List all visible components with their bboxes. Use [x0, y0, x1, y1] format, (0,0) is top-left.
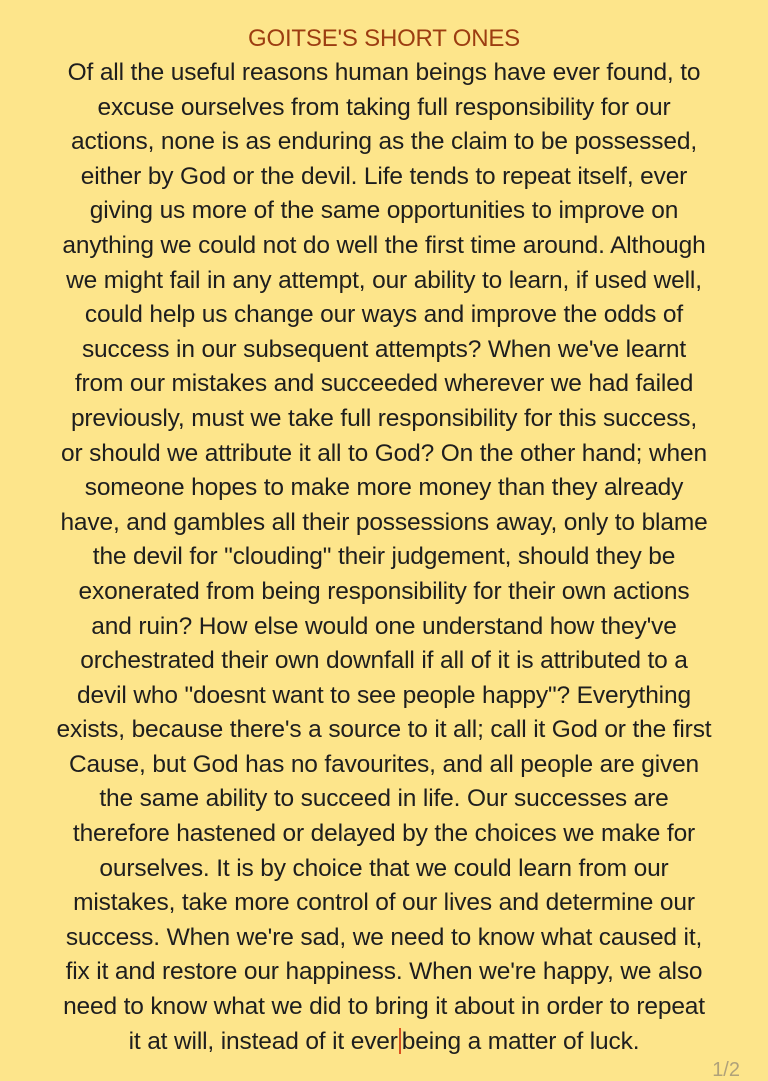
- note-body-text-end: being a matter of luck.: [401, 1027, 640, 1055]
- page-indicator: 1/2: [712, 1059, 740, 1081]
- text-cursor: [399, 1028, 401, 1054]
- note-body-text: Of all the useful reasons human beings have ever found, to excuse ourselves from taking full responsibility for our actions, none is as enduring as the claim to be possessed, either by God or the devil. Life tends to repeat itself, ever giving us more of the same opportunities to improve on anything we could not do well the first time around. Although we might fail in any attempt, our ability to learn, if used well, could help us change our ways and improve the odds of success in our subsequent attempts? When we've learnt from our mistakes and succeeded wherever we had failed previously, must we take full responsibility for this success, or should we attribute it all to God? On the other hand; when someone hopes to make more money than they already have, and gambles all their possessions away, only to blame the devil for "clouding" their judgement, should they be exonerated from being responsibility for their own actions and ruin? How else would one understand how they've orchestrated their own downfall if all of it is attributed to a devil who "doesnt want to see people happy"? Everything exists, because there's a source to it all; call it God or the first Cause, but God has no favourites, and all people are given the same ability to succeed in life. Our successes are therefore hastened or delayed by the choices we make for ourselves. It is by choice that we could learn from our mistakes, take more control of our lives and determine our success. When we're sad, we need to know what caused it, fix it and restore our happiness. When we're happy, we also need to know what we did to bring it about in order to repeat it at will, instead of it ever: [56, 59, 712, 1055]
- note-body[interactable]: [22, 56, 746, 1059]
- note-title[interactable]: GOITSE'S SHORT ONES: [248, 25, 520, 52]
